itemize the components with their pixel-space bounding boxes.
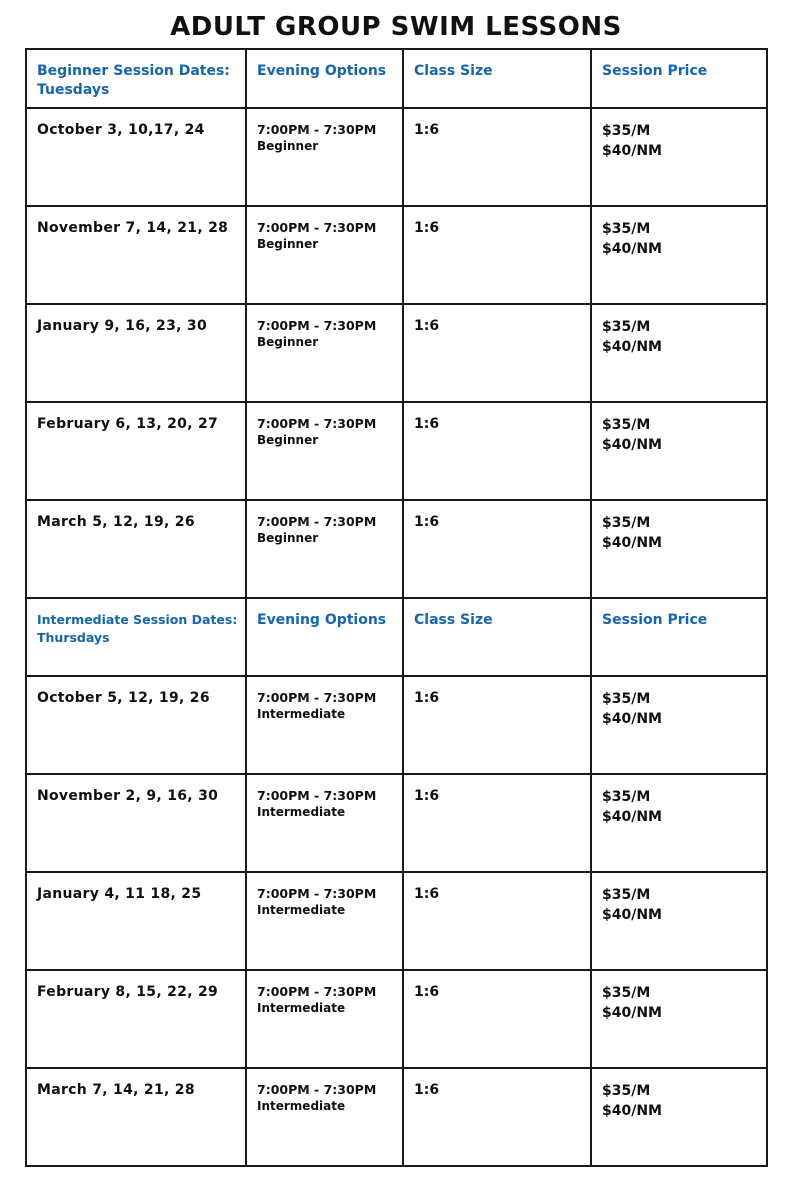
header-class-size (403, 598, 591, 676)
class-size-cell (403, 676, 591, 774)
session-time: 7:00PM - 7:30PM (257, 788, 377, 803)
price-member: $35/M (602, 985, 651, 1001)
dates-cell (26, 872, 246, 970)
table-row (26, 872, 767, 970)
price-member: $35/M (602, 1083, 651, 1099)
section-header-row (26, 49, 767, 108)
session-level: Beginner (257, 237, 319, 251)
session-level: Intermediate (257, 805, 346, 819)
header-evening-options (246, 49, 403, 108)
header-price-label: Session Price (602, 612, 708, 628)
class-size-value: 1:6 (414, 514, 440, 530)
header-dates-label: Beginner Session Dates: (37, 63, 230, 79)
header-class-size (403, 49, 591, 108)
evening-cell (246, 304, 403, 402)
evening-cell (246, 402, 403, 500)
session-time: 7:00PM - 7:30PM (257, 220, 377, 235)
header-session-dates (26, 49, 246, 108)
session-time: 7:00PM - 7:30PM (257, 1082, 377, 1097)
evening-cell (246, 872, 403, 970)
dates-cell (26, 500, 246, 598)
price-nonmember: $40/NM (602, 535, 662, 551)
price-member: $35/M (602, 887, 651, 903)
class-size-value: 1:6 (414, 788, 440, 804)
session-dates: November 7, 14, 21, 28 (37, 220, 229, 236)
header-class-size-label: Class Size (414, 612, 493, 628)
evening-cell (246, 970, 403, 1068)
header-session-dates (26, 598, 246, 676)
session-dates: February 6, 13, 20, 27 (37, 416, 219, 432)
session-dates: November 2, 9, 16, 30 (37, 788, 219, 804)
price-nonmember: $40/NM (602, 809, 662, 825)
price-nonmember: $40/NM (602, 711, 662, 727)
class-size-cell (403, 108, 591, 206)
price-cell (591, 1068, 767, 1166)
table-row (26, 304, 767, 402)
class-size-cell (403, 1068, 591, 1166)
session-dates: January 4, 11 18, 25 (37, 886, 202, 902)
table-row (26, 500, 767, 598)
price-cell (591, 676, 767, 774)
dates-cell (26, 676, 246, 774)
session-time: 7:00PM - 7:30PM (257, 122, 377, 137)
session-dates: March 5, 12, 19, 26 (37, 514, 195, 530)
header-evening-options (246, 598, 403, 676)
session-time: 7:00PM - 7:30PM (257, 690, 377, 705)
session-level: Intermediate (257, 903, 346, 917)
price-cell (591, 402, 767, 500)
evening-cell (246, 206, 403, 304)
price-nonmember: $40/NM (602, 437, 662, 453)
class-size-cell (403, 304, 591, 402)
class-size-cell (403, 402, 591, 500)
class-size-cell (403, 774, 591, 872)
session-dates: October 3, 10,17, 24 (37, 122, 205, 138)
table-row (26, 206, 767, 304)
price-nonmember: $40/NM (602, 1103, 662, 1119)
dates-cell (26, 774, 246, 872)
price-member: $35/M (602, 123, 651, 139)
price-cell (591, 970, 767, 1068)
price-nonmember: $40/NM (602, 241, 662, 257)
price-cell (591, 500, 767, 598)
price-member: $35/M (602, 515, 651, 531)
evening-cell (246, 676, 403, 774)
session-level: Beginner (257, 433, 319, 447)
class-size-cell (403, 206, 591, 304)
header-dates-day: Tuesdays (37, 82, 110, 98)
evening-cell (246, 108, 403, 206)
evening-cell (246, 1068, 403, 1166)
price-member: $35/M (602, 221, 651, 237)
header-evening-label: Evening Options (257, 63, 387, 79)
session-time: 7:00PM - 7:30PM (257, 984, 377, 999)
class-size-value: 1:6 (414, 690, 440, 706)
dates-cell (26, 108, 246, 206)
table-row (26, 108, 767, 206)
dates-cell (26, 970, 246, 1068)
dates-cell (26, 402, 246, 500)
table-row (26, 676, 767, 774)
table-row (26, 774, 767, 872)
class-size-cell (403, 500, 591, 598)
session-time: 7:00PM - 7:30PM (257, 886, 377, 901)
price-member: $35/M (602, 319, 651, 335)
session-level: Intermediate (257, 707, 346, 721)
class-size-cell (403, 872, 591, 970)
session-dates: February 8, 15, 22, 29 (37, 984, 219, 1000)
price-nonmember: $40/NM (602, 339, 662, 355)
session-time: 7:00PM - 7:30PM (257, 318, 377, 333)
price-member: $35/M (602, 789, 651, 805)
page-title: ADULT GROUP SWIM LESSONS (170, 12, 622, 42)
header-price-label: Session Price (602, 63, 708, 79)
session-level: Beginner (257, 335, 319, 349)
table-row (26, 970, 767, 1068)
session-dates: October 5, 12, 19, 26 (37, 690, 210, 706)
session-level: Beginner (257, 139, 319, 153)
class-size-value: 1:6 (414, 886, 440, 902)
price-cell (591, 304, 767, 402)
session-level: Intermediate (257, 1001, 346, 1015)
session-dates: January 9, 16, 23, 30 (37, 318, 208, 334)
table-row (26, 402, 767, 500)
price-cell (591, 206, 767, 304)
session-time: 7:00PM - 7:30PM (257, 416, 377, 431)
class-size-value: 1:6 (414, 1082, 440, 1098)
price-member: $35/M (602, 417, 651, 433)
session-dates: March 7, 14, 21, 28 (37, 1082, 195, 1098)
price-cell (591, 872, 767, 970)
class-size-value: 1:6 (414, 122, 440, 138)
class-size-value: 1:6 (414, 220, 440, 236)
dates-cell (26, 206, 246, 304)
header-dates-label: Intermediate Session Dates: (37, 612, 238, 627)
class-size-value: 1:6 (414, 984, 440, 1000)
dates-cell (26, 1068, 246, 1166)
price-cell (591, 108, 767, 206)
price-member: $35/M (602, 691, 651, 707)
session-time: 7:00PM - 7:30PM (257, 514, 377, 529)
price-cell (591, 774, 767, 872)
price-nonmember: $40/NM (602, 143, 662, 159)
section-header-row (26, 598, 767, 676)
evening-cell (246, 774, 403, 872)
evening-cell (246, 500, 403, 598)
header-dates-day: Thursdays (37, 630, 110, 645)
class-size-cell (403, 970, 591, 1068)
header-class-size-label: Class Size (414, 63, 493, 79)
dates-cell (26, 304, 246, 402)
schedule-body (26, 49, 767, 1166)
header-session-price (591, 598, 767, 676)
class-size-value: 1:6 (414, 318, 440, 334)
session-level: Beginner (257, 531, 319, 545)
price-nonmember: $40/NM (602, 907, 662, 923)
header-evening-label: Evening Options (257, 612, 387, 628)
class-size-value: 1:6 (414, 416, 440, 432)
session-level: Intermediate (257, 1099, 346, 1113)
header-session-price (591, 49, 767, 108)
price-nonmember: $40/NM (602, 1005, 662, 1021)
table-row (26, 1068, 767, 1166)
schedule-table (25, 48, 768, 1167)
